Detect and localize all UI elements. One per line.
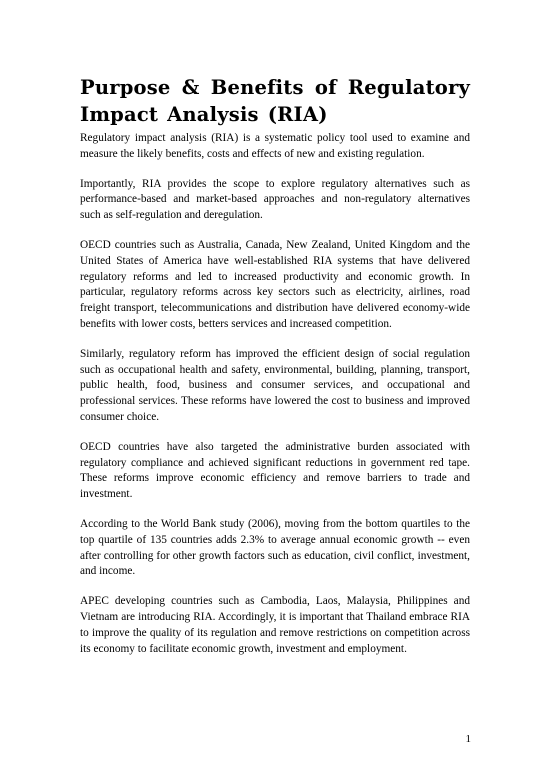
paragraph-ria-scope: Importantly, RIA provides the scope to explore regulatory alternatives such as performance-based and market-based approaches and non-regulatory alternatives such as self-regulation and deregulation. [80,177,470,222]
page-number: 1 [465,733,471,745]
paragraph-social-regulation: Similarly, regulatory reform has improved the efficient design of social regulation such as occupational health and safety, environmental, building, planning, transport, public health, food, business and consumer services, and occupational and professional services. These reforms have lowered the cost to business and improved consumer choice. [80,347,470,423]
paragraph-administrative-burden: OECD countries have also targeted the administrative burden associated with regulatory compliance and achieved significant reductions in government red tape. These reforms improve economic efficiency and remove barriers to trade and investment. [80,440,470,501]
paragraph-world-bank-study: According to the World Bank study (2006), moving from the bottom quartiles to the top quartile of 135 countries adds 2.3% to average annual economic growth -- even after controlling for other growth factors such as education, civil conflict, investment, and income. [80,517,470,578]
paragraph-apec-countries: APEC developing countries such as Cambodia, Laos, Malaysia, Philippines and Vietnam are introducing RIA. Accordingly, it is important that Thailand embrace RIA to improve the quality of its regulation and remove restrictions on competition across its economy to facilitate economic growth, investment and employment. [80,595,470,655]
page-title: Purpose & Benefits of Regulatory Impact Analysis (RIA) [80,76,470,126]
document-body [80,131,470,671]
paragraph-ria-definition: Regulatory impact analysis (RIA) is a systematic policy tool used to examine and measure the likely benefits, costs and effects of new and existing regulation. [80,132,470,160]
paragraph-oecd-systems: OECD countries such as Australia, Canada, New Zealand, United Kingdom and the United States of America have well-established RIA systems that have delivered regulatory reforms and led to increased productivity and economic growth. In particular, regulatory reforms across key sectors such as electricity, airlines, road freight transport, telecommunications and distribution have delivered economy-wide benefits with lower costs, betters services and increased competition. [80,238,470,330]
